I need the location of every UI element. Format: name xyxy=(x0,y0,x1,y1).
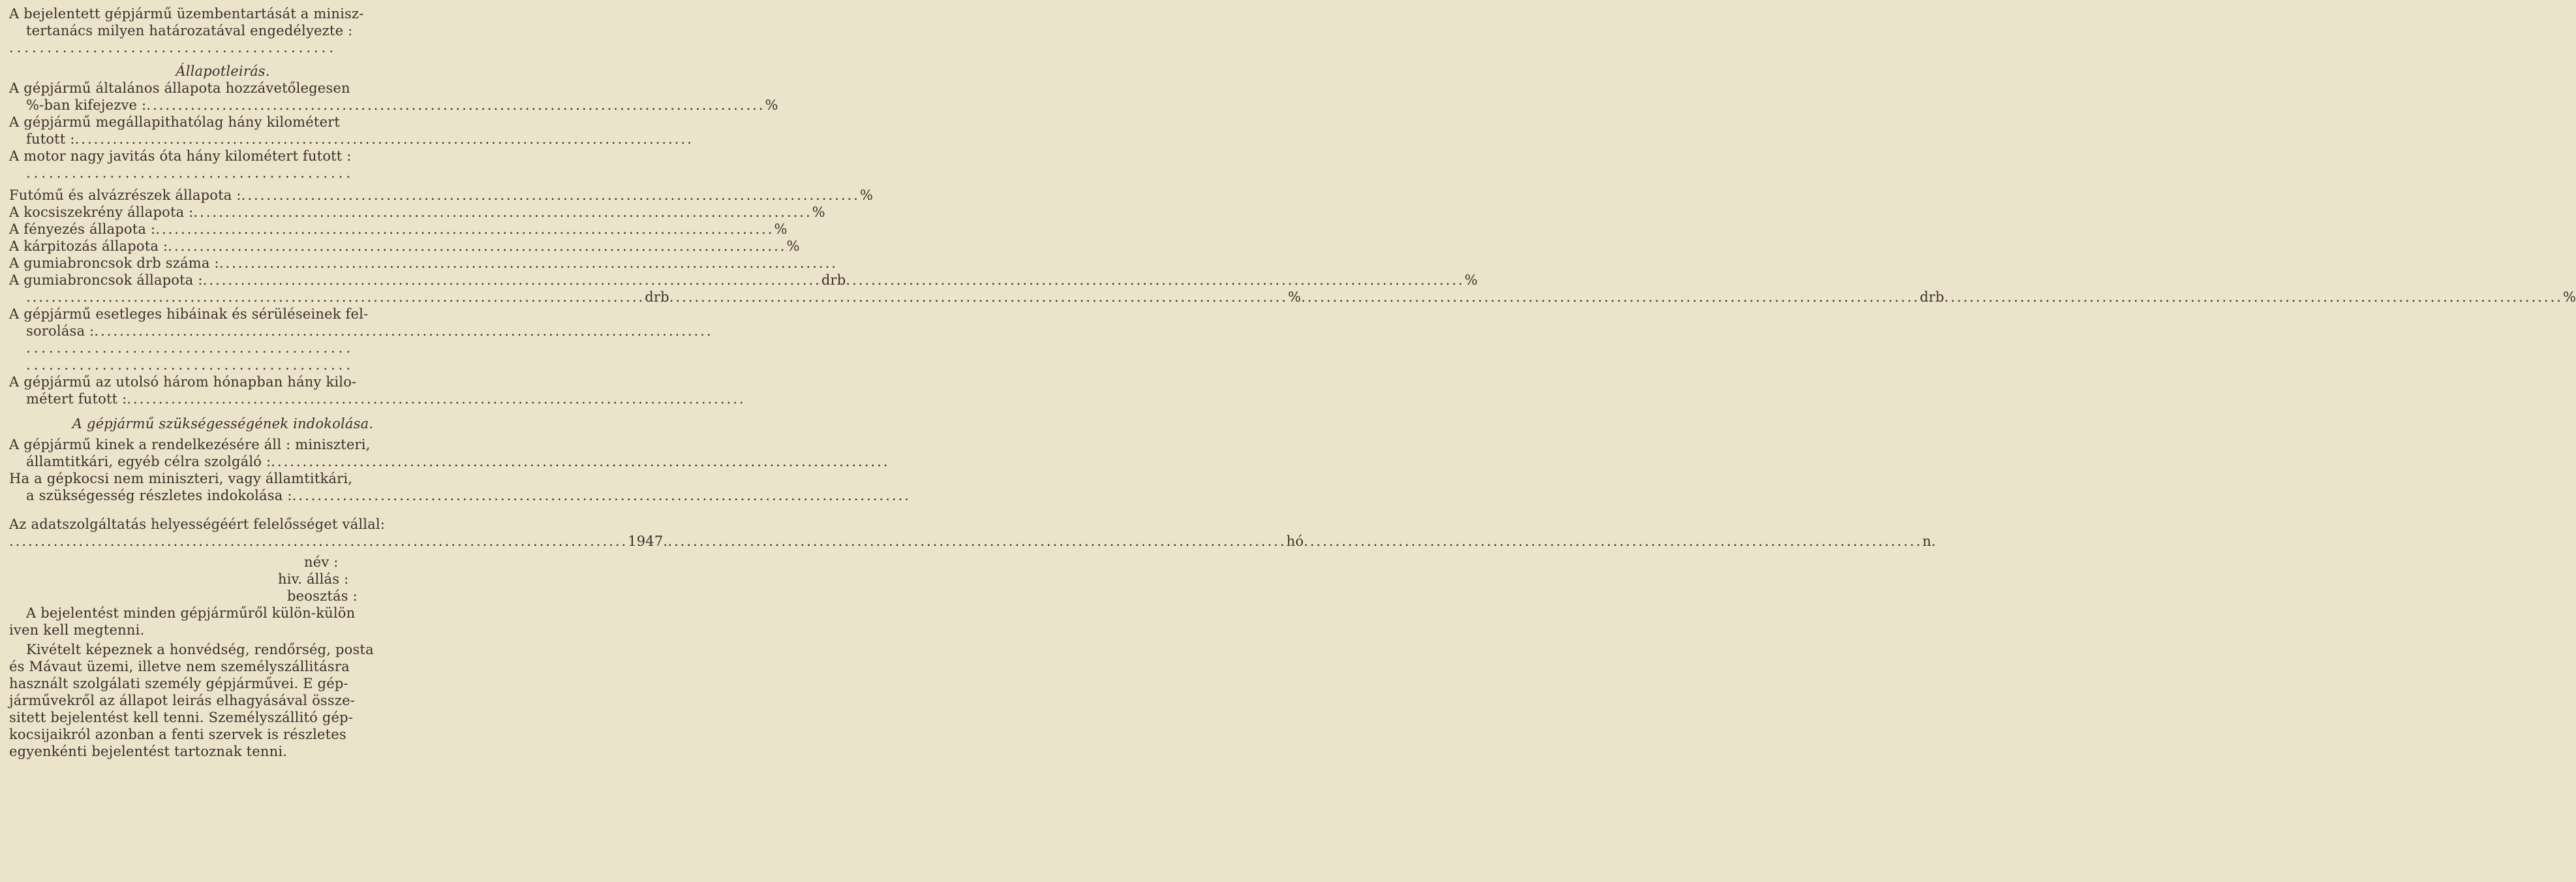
signature-field-hiv-allas: hiv. állás : xyxy=(278,571,349,587)
text-line: A motor nagy javitás óta hány kilométert futott : xyxy=(9,148,352,164)
text-line: járművekről az állapot leirás elhagyásával össze- xyxy=(9,693,356,708)
form-row-fenyezes: A fényezés állapota : .................................................................................................. % xyxy=(9,221,788,237)
text-line: egyenkénti bejelentést tartoznak tenni. xyxy=(9,744,288,759)
text-line: A gépjármű az utolsó három hónapban hány kilo- xyxy=(9,374,357,390)
date-line: .................................................................................................. 1947. .................................................................................................. hó .................................................................................................. n. xyxy=(9,533,1936,549)
text-line: A gépjármű esetleges hibáinak és sérüléseinek fel- xyxy=(9,306,369,322)
dotted-line: ........................................... xyxy=(26,165,354,181)
text-line: A bejelentést minden gépjárműről külön-külön xyxy=(26,605,356,621)
form-row-gumi-allapot: A gumiabroncsok állapota : .................................................................................................. drb .................................................................................................. % xyxy=(9,272,1478,288)
text-line: A gépjármű kinek a rendelkezésére áll : miniszteri, xyxy=(9,437,371,452)
form-row-futomu: Futómű és alvázrészek állapota : .................................................................................................. % xyxy=(9,187,874,203)
text-line: államtitkári, egyéb célra szolgáló : .................................................................................................. xyxy=(26,454,890,469)
text-line: tertanács milyen határozatával engedélyezte : xyxy=(26,23,353,39)
form-row-gumi-darab: A gumiabroncsok drb száma : .................................................................................................. xyxy=(9,255,838,271)
text-line: a szükségesség részletes indokolása : .................................................................................................. xyxy=(26,488,911,503)
text-line: métert futott : .................................................................................................. xyxy=(26,391,746,407)
form-row-gumi-folytatas: .................................................................................................. drb .................................................................................................. % .................................................................................................. drb .................................................................................................. % xyxy=(26,289,2576,305)
text-line: A gépjármű megállapithatólag hány kilométert xyxy=(9,114,341,130)
text-line: iven kell megtenni. xyxy=(9,622,145,638)
form-row-karpitozas: A kárpitozás állapota : .................................................................................................. % xyxy=(9,238,800,254)
text-line: A bejelentett gépjármű üzembentartását a minisz- xyxy=(9,6,364,22)
dotted-line: ........................................... xyxy=(26,340,354,356)
section-heading-allapotleiras: Állapotleirás. xyxy=(176,63,270,79)
signature-field-beosztas: beosztás : xyxy=(287,588,358,604)
dotted-line: ........................................... xyxy=(9,40,337,55)
text-line: Kivételt képeznek a honvédség, rendőrség, posta xyxy=(26,642,374,657)
text-line: futott : .................................................................................................. xyxy=(26,131,694,147)
text-line: A gépjármű általános állapota hozzávetőlegesen xyxy=(9,80,350,96)
text-line: %-ban kifejezve : .................................................................................................. % xyxy=(26,97,778,113)
dotted-line: ........................................... xyxy=(26,357,354,373)
text-line: sitett bejelentést kell tenni. Személyszállitó gép- xyxy=(9,710,354,725)
text-line: használt szolgálati személy gépjárművei. E gép- xyxy=(9,676,348,691)
text-line: Ha a gépkocsi nem miniszteri, vagy államtitkári, xyxy=(9,471,353,486)
signature-field-nev: név : xyxy=(304,554,339,570)
text-line: sorolása : .................................................................................................. xyxy=(26,323,713,339)
form-row-kocsiszekreny: A kocsiszekrény állapota : .................................................................................................. % xyxy=(9,204,825,220)
section-heading-indokolas: A gépjármű szükségességének indokolása. xyxy=(72,416,374,432)
text-line: Az adatszolgáltatás helyességéért felelősséget vállal: xyxy=(9,516,386,532)
text-line: kocsijaikról azonban a fenti szervek is részletes xyxy=(9,727,346,742)
text-line: és Mávaut üzemi, illetve nem személyszállitásra xyxy=(9,659,350,674)
